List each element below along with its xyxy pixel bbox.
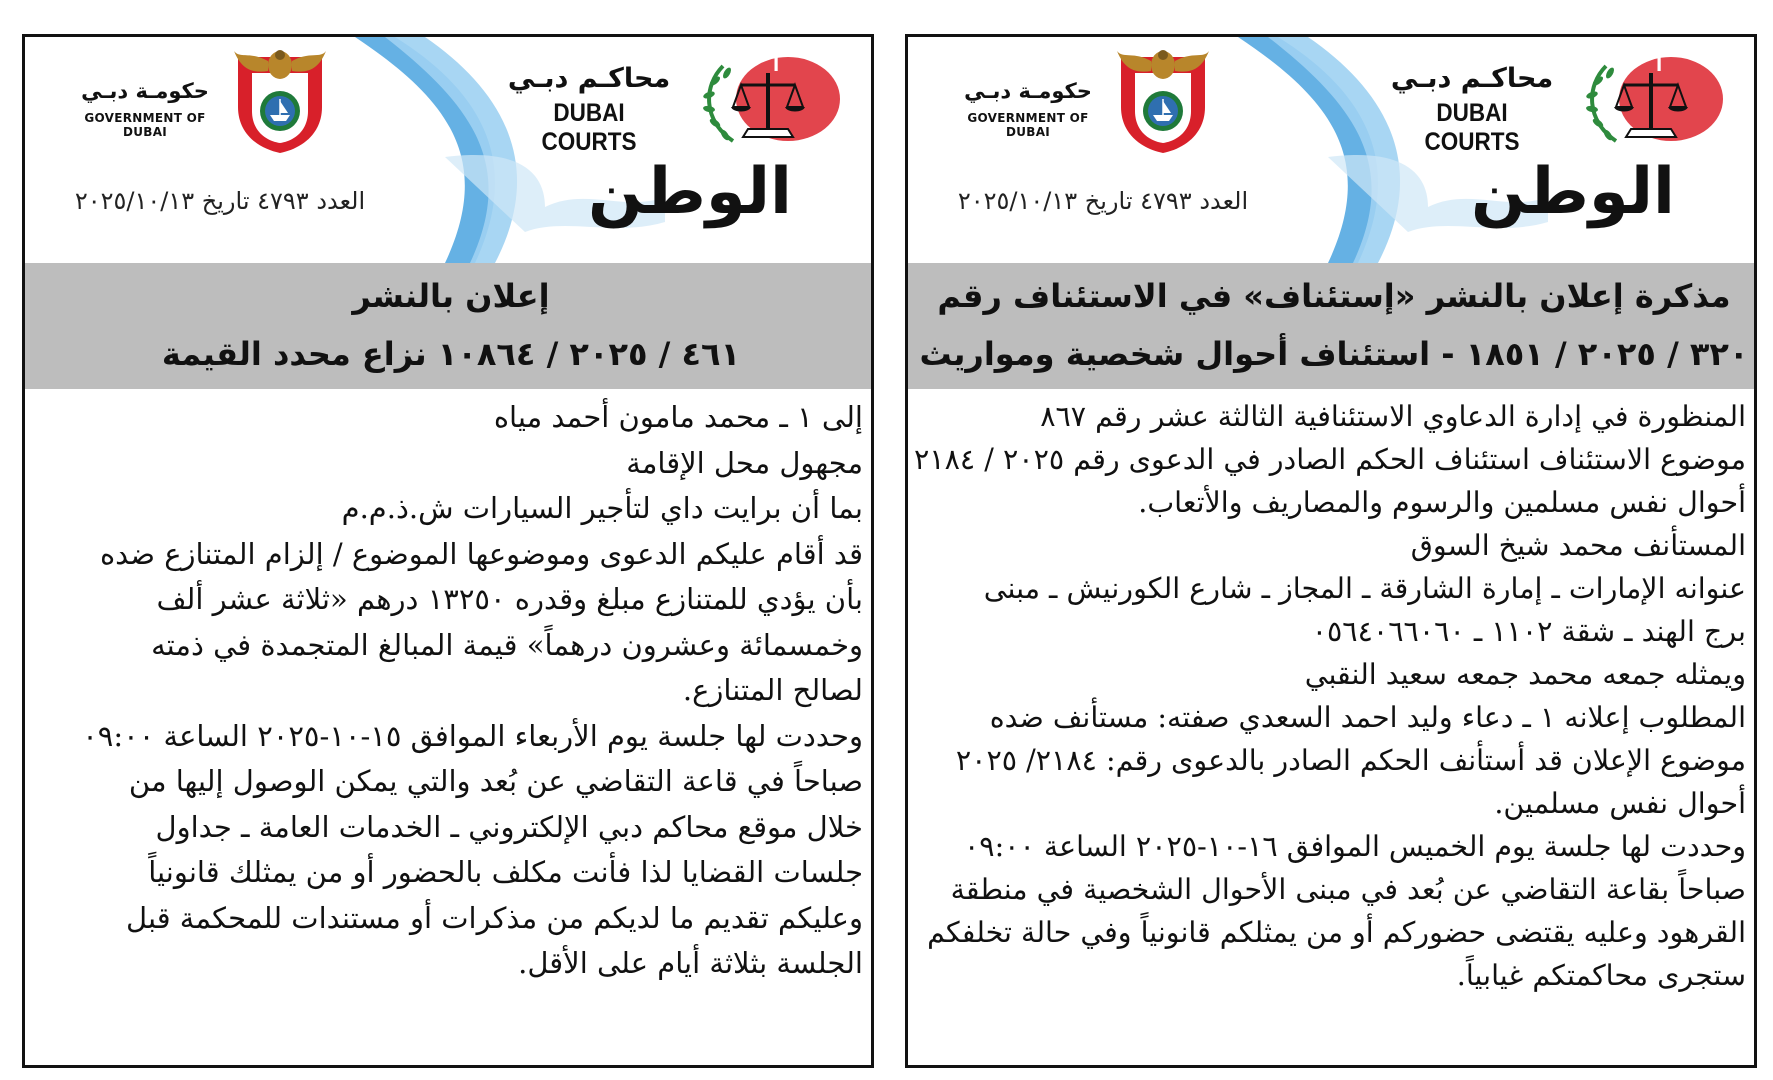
dubai-government-emblem-icon xyxy=(1113,45,1213,155)
body-line: خلال موقع محاكم دبي الإلكتروني ـ الخدمات العامة ـ جداول xyxy=(155,809,863,844)
body-line: القرهود وعليه يقتضى حضوركم أو من يمثلكم قانونياً وفي حالة تخلفكم xyxy=(927,916,1746,949)
body-line: موضوع الاستئناف استئناف الحكم الصادر في الدعوى رقم ٢٠٢٥ / ٢١٨٤ xyxy=(914,443,1746,476)
notice-body xyxy=(39,395,863,987)
body-line: وحددت لها جلسة يوم الأربعاء الموافق ١٥-١٠-٢٠٢٥ الساعة ٠٩:٠٠ xyxy=(82,718,863,753)
body-line: قد أقام عليكم الدعوى وموضوعها الموضوع / إلزام المتنازع ضده xyxy=(99,536,863,571)
issue-date-line: العدد ٤٧٩٣ تاريخ ٢٠٢٥/١٠/١٣ xyxy=(957,187,1249,215)
notice-left xyxy=(22,34,874,1068)
body-line: عنوانه الإمارات ـ إمارة الشارقة ـ المجاز ـ شارع الكورنيش ـ مبنى xyxy=(983,572,1746,605)
body-line: لصالح المتنازع. xyxy=(682,673,863,707)
masthead xyxy=(908,37,1754,263)
newspaper-name: الوطن xyxy=(588,155,792,229)
courts-name-en: DUBAI COURTS xyxy=(1424,99,1520,156)
masthead xyxy=(25,37,871,263)
body-line: برج الهند ـ شقة ١١٠٢ ـ ٠٥٦٤٠٦٦٠٦٠ xyxy=(1311,615,1746,648)
notice-title: إعلان بالنشر xyxy=(352,277,550,315)
body-line: أحوال نفس مسلمين. xyxy=(1494,787,1746,820)
body-line: وخمسمائة وعشرون درهماً» قيمة المبالغ المتجمدة في ذمته xyxy=(151,627,863,662)
body-line: المنظورة في إدارة الدعاوي الاستئنافية الثالثة عشر رقم ٨٦٧ xyxy=(1040,400,1746,433)
body-line: جلسات القضايا لذا فأنت مكلف بالحضور أو من يمثلك قانونياً xyxy=(148,855,863,889)
body-line: المطلوب إعلانه ١ ـ دعاء وليد احمد السعدي صفته: مستأنف ضده xyxy=(989,701,1746,734)
case-number: ٤٦١ / ٢٠٢٥ / ١٠٨٦٤ نزاع محدد القيمة xyxy=(161,335,741,373)
dubai-government-emblem-icon xyxy=(230,45,330,155)
body-line: أحوال نفس مسلمين والرسوم والمصاريف والأتعاب. xyxy=(1138,486,1746,519)
body-line: المستأنف محمد شيخ السوق xyxy=(1410,529,1746,562)
body-line: بأن يؤدي للمتنازع مبلغ وقدره ١٣٢٥٠ درهم «ثلاثة عشر ألف xyxy=(156,582,863,616)
government-name-ar: حكومـة دبـي xyxy=(81,79,209,103)
body-line: موضوع الإعلان قد أستأنف الحكم الصادر بالدعوى رقم: ٢١٨٤/ ٢٠٢٥ xyxy=(955,744,1746,777)
svg-text:أ: أ xyxy=(773,55,780,76)
scales-of-justice-icon xyxy=(1576,51,1726,151)
courts-name-en: DUBAI COURTS xyxy=(541,99,637,156)
notice-title: مذكرة إعلان بالنشر «إستئناف» في الاستئناف رقم xyxy=(937,277,1731,315)
issue-date-line: العدد ٤٧٩٣ تاريخ ٢٠٢٥/١٠/١٣ xyxy=(74,187,366,215)
body-line: مجهول محل الإقامة xyxy=(626,445,863,480)
notice-body xyxy=(914,395,1746,997)
courts-name-ar: محاكـم دبـي xyxy=(1390,63,1554,94)
government-name-ar: حكومـة دبـي xyxy=(964,79,1092,103)
body-line: الجلسة بثلاثة أيام على الأقل. xyxy=(518,946,863,980)
svg-text:أ: أ xyxy=(1656,55,1663,76)
body-line: ستجرى محاكمتكم غيابياً. xyxy=(1456,959,1746,992)
notice-title-band xyxy=(25,263,871,389)
body-line: وعليكم تقديم ما لديكم من مذكرات أو مستندات للمحكمة قبل xyxy=(126,900,863,935)
body-line: ويمثله جمعه محمد جمعه سعيد النقبي xyxy=(1304,658,1746,691)
notice-right xyxy=(905,34,1757,1068)
body-line: صباحاً بقاعة التقاضي عن بُعد في مبنى الأحوال الشخصية في منطقة xyxy=(950,873,1746,906)
body-line: بما أن برايت داي لتأجير السيارات ش.ذ.م.م xyxy=(341,491,863,525)
notice-title-band xyxy=(908,263,1754,389)
case-number: ٣٢٠ / ٢٠٢٥ / ١٨٥١ - استئناف أحوال شخصية ومواريث xyxy=(919,335,1749,373)
courts-name-ar: محاكـم دبـي xyxy=(507,63,671,94)
newspaper-name: الوطن xyxy=(1471,155,1675,229)
government-name-en: GOVERNMENT OF DUBAI xyxy=(84,111,206,139)
government-name-en: GOVERNMENT OF DUBAI xyxy=(967,111,1089,139)
scales-of-justice-icon xyxy=(693,51,843,151)
body-line: صباحاً في قاعة التقاضي عن بُعد والتي يمكن الوصول إليها من xyxy=(128,764,863,798)
body-line: إلى ١ ـ محمد مامون أحمد مياه xyxy=(493,400,863,434)
body-line: وحددت لها جلسة يوم الخميس الموافق ١٦-١٠-٢٠٢٥ الساعة ٠٩:٠٠ xyxy=(963,830,1746,863)
